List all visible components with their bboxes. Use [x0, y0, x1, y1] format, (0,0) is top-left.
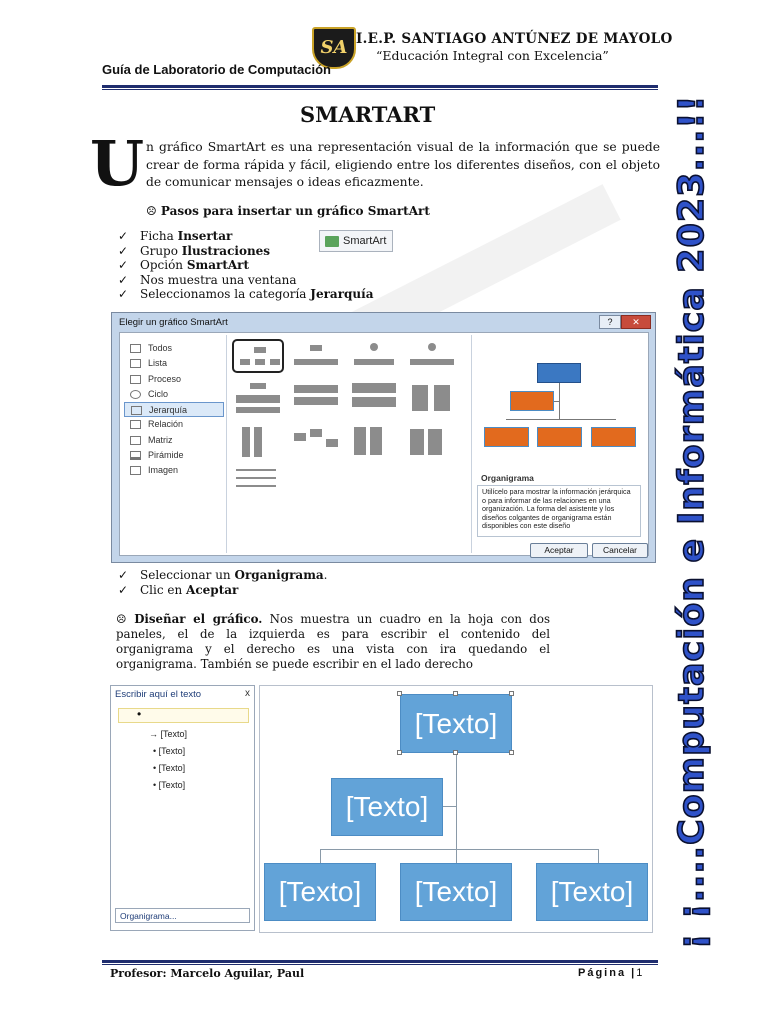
intro-paragraph: n gráfico SmartArt es una representación visual de la información que se puede crear de forma rápida y fácil, eligiendo entre los diferentes diseños, con el objeto de comunicar mensajes o ideas eficazmente.	[146, 140, 660, 189]
layout-thumb[interactable]	[232, 381, 284, 415]
header-rule	[102, 85, 658, 88]
check-icon: ✓	[118, 243, 129, 258]
org-box-child[interactable]: [Texto]	[400, 863, 512, 921]
check-icon: ✓	[118, 582, 129, 597]
layout-thumb[interactable]	[290, 425, 342, 459]
layout-thumb[interactable]	[406, 339, 458, 373]
header-rule-thin	[102, 89, 658, 90]
hierarchy-icon	[131, 406, 142, 415]
org-connector	[456, 752, 457, 850]
close-icon[interactable]: x	[245, 688, 250, 699]
category-imagen[interactable]: Imagen	[124, 463, 224, 478]
steps-list-2	[118, 568, 328, 597]
dropcap: U	[90, 127, 145, 200]
preview-title: Organigrama	[481, 473, 534, 483]
check-icon: ✓	[118, 272, 129, 287]
org-connector	[456, 849, 457, 863]
step-item: ✓ Clic en Aceptar	[118, 582, 239, 597]
org-connector	[598, 849, 599, 863]
category-jerarquia[interactable]: Jerarquía	[124, 402, 224, 417]
step-item: ✓ Grupo Ilustraciones	[118, 243, 271, 258]
preview-description: Utilícelo para mostrar la información jerárquica o para informar de las relaciones en una organización. La forma del asistente y los diseños colgantes de organigrama están disponibles con este diseño	[477, 485, 641, 537]
preview-top-box	[537, 363, 581, 383]
org-box-top[interactable]: [Texto]	[400, 694, 512, 753]
text-pane-heading: Escribir aquí el texto	[115, 689, 202, 700]
layout-preview	[474, 335, 646, 463]
text-pane-entry[interactable]: → [Texto]	[149, 729, 188, 739]
professor-name: Profesor: Marcelo Aguilar, Paul	[110, 967, 305, 980]
preview-child-box	[591, 427, 636, 447]
banner-text: ¡ ¡....Computación e Informática 2023...!!	[672, 94, 712, 950]
category-lista[interactable]: Lista	[124, 356, 224, 371]
dialog-body	[119, 332, 649, 556]
preview-child-box	[484, 427, 529, 447]
step-item: ✓ Opción SmartArt	[118, 258, 250, 272]
org-box-child[interactable]: [Texto]	[264, 863, 376, 921]
preview-assistant-box	[510, 391, 554, 411]
org-chart-canvas	[259, 685, 653, 933]
layout-thumb[interactable]	[290, 339, 342, 373]
layout-thumb[interactable]	[348, 339, 400, 373]
step-item: ✓ Seleccionar un Organigrama.	[118, 568, 328, 582]
process-icon	[130, 375, 141, 384]
org-box-assistant[interactable]: [Texto]	[331, 778, 443, 836]
dialog-divider	[226, 335, 227, 553]
org-connector	[442, 806, 456, 807]
help-button[interactable]: ?	[599, 315, 621, 329]
pyramid-icon	[130, 451, 141, 460]
text-pane	[110, 685, 255, 931]
smartart-icon	[325, 236, 339, 247]
step-item: ✓ Seleccionamos la categoría Jerarquía	[118, 287, 374, 301]
resize-handle[interactable]	[509, 750, 514, 755]
category-proceso[interactable]: Proceso	[124, 372, 224, 387]
cycle-icon	[130, 390, 141, 399]
preview-connector	[559, 383, 560, 419]
layout-thumb-organigrama[interactable]	[232, 339, 284, 373]
layout-thumb[interactable]	[232, 465, 284, 499]
footer-rule	[102, 960, 658, 963]
all-icon	[130, 344, 141, 353]
smartart-dialog	[111, 312, 656, 563]
org-box-child[interactable]: [Texto]	[536, 863, 648, 921]
text-pane-first-entry[interactable]: •	[118, 708, 249, 723]
relationship-icon	[130, 420, 141, 429]
category-piramide[interactable]: Pirámide	[124, 448, 224, 463]
check-icon: ✓	[118, 287, 129, 301]
accept-button[interactable]: Aceptar	[530, 543, 588, 558]
text-pane-footer[interactable]: Organigrama...	[115, 908, 250, 923]
smartart-button[interactable]	[319, 230, 393, 252]
smartart-button-label: SmartArt	[343, 235, 387, 247]
preview-connector	[554, 401, 559, 402]
resize-handle[interactable]	[453, 750, 458, 755]
check-icon: ✓	[118, 258, 129, 272]
list-icon	[130, 359, 141, 368]
design-paragraph: ☹ Diseñar el gráfico. Nos muestra un cuadro en la hoja con dos paneles, el de la izquierda es para escribir el contenido del organigrama y el derecho es una vista con ira quedando el organigrama. También se puede escribir en el lado derecho	[116, 612, 550, 671]
text-pane-entry[interactable]: • [Texto]	[153, 746, 186, 756]
layout-thumb[interactable]	[348, 425, 400, 459]
school-name: I.E.P. SANTIAGO ANTÚNEZ DE MAYOLO	[356, 31, 673, 47]
dialog-title: Elegir un gráfico SmartArt	[119, 317, 228, 328]
category-todos[interactable]: Todos	[124, 341, 224, 356]
layout-thumb[interactable]	[406, 381, 458, 415]
layout-thumb[interactable]	[290, 381, 342, 415]
dialog-divider	[471, 335, 472, 553]
page-number: Página |1	[578, 967, 643, 979]
category-relacion[interactable]: Relación	[124, 417, 224, 432]
layout-thumb[interactable]	[406, 425, 458, 459]
picture-icon	[130, 466, 141, 475]
guide-title: Guía de Laboratorio de Computación	[102, 62, 331, 77]
school-motto: “Educación Integral con Excelencia”	[376, 48, 609, 63]
category-ciclo[interactable]: Ciclo	[124, 387, 224, 402]
layout-gallery	[230, 337, 468, 553]
layout-thumb[interactable]	[232, 425, 284, 459]
preview-child-box	[537, 427, 582, 447]
school-crest-icon: SA	[312, 27, 356, 69]
text-pane-entry[interactable]: • [Texto]	[153, 780, 186, 790]
steps-heading: ☹ Pasos para insertar un gráfico SmartArt	[146, 204, 430, 218]
category-list	[124, 341, 224, 479]
category-matriz[interactable]: Matriz	[124, 433, 224, 448]
page-title: SMARTART	[300, 102, 436, 127]
step-item: ✓ Nos muestra una ventana	[118, 272, 297, 287]
check-icon: ✓	[118, 229, 129, 243]
close-button[interactable]: ✕	[621, 315, 651, 329]
org-connector	[320, 849, 598, 850]
step-item: ✓ Ficha Insertar	[118, 229, 233, 243]
resize-handle[interactable]	[509, 691, 514, 696]
vertical-banner	[662, 94, 722, 950]
check-icon: ✓	[118, 568, 129, 582]
layout-thumb[interactable]	[348, 381, 400, 415]
org-connector	[320, 849, 321, 863]
resize-handle[interactable]	[397, 691, 402, 696]
cancel-button[interactable]: Cancelar	[592, 543, 648, 558]
footer-rule-thin	[102, 964, 658, 965]
resize-handle[interactable]	[397, 750, 402, 755]
preview-connector	[506, 419, 616, 420]
text-pane-entry[interactable]: • [Texto]	[153, 763, 186, 773]
matrix-icon	[130, 436, 141, 445]
resize-handle[interactable]	[453, 691, 458, 696]
